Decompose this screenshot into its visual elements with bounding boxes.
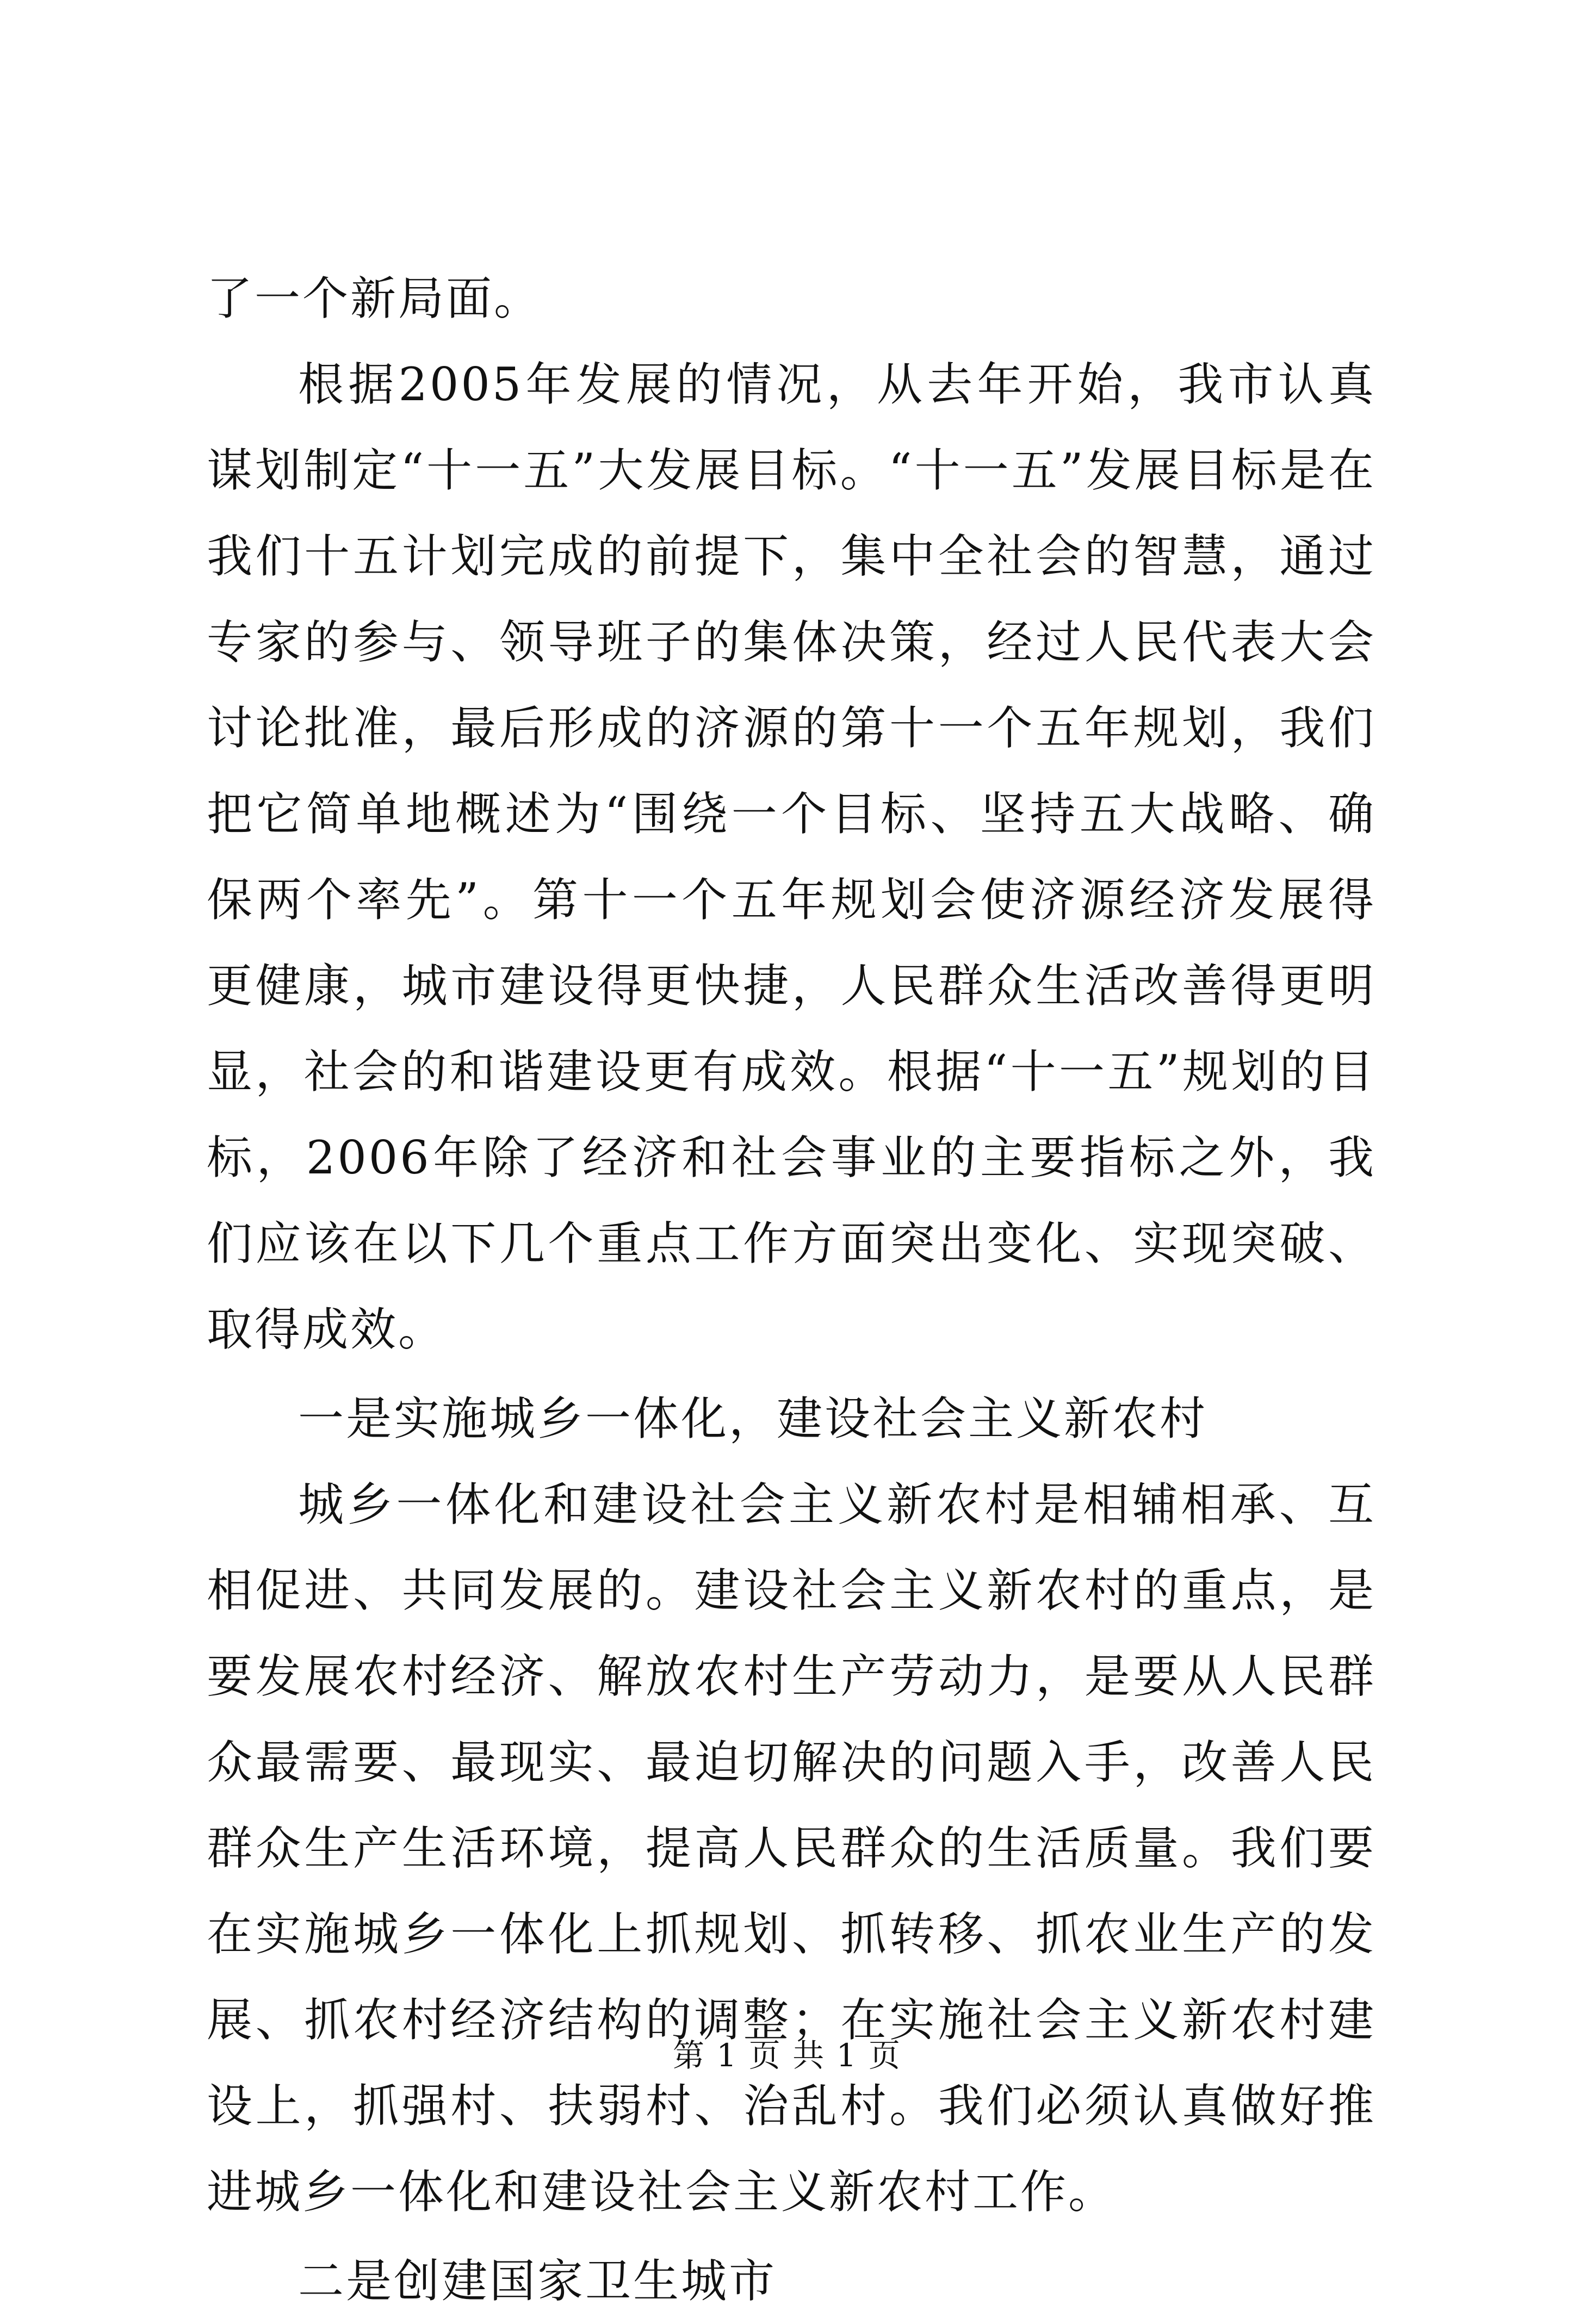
paragraph-development-goals: 根据2005年发展的情况，从去年开始，我市认真谋划制定“十一五”大发展目标。“十一五”发展目标是在我们十五计划完成的前提下，集中全社会的智慧，通过专家的参与、领导班子的集体决策，经过人民代表大会讨论批准，最后形成的济源的第十一个五年规划，我们把它简单地概述为“围绕一个目标、坚持五大战略、确保两个率先”。第十一个五年规划会使济源经济发展得更健康，城市建设得更快捷，人民群众生活改善得更明显，社会的和谐建设更有成效。根据“十一五”规划的目标，2006年除了经济和社会事业的主要指标之外，我们应该在以下几个重点工作方面突出变化、实现突破、取得成效。	[207, 358, 1376, 1356]
section-heading-new-countryside: 一是实施城乡一体化，建设社会主义新农村	[298, 1392, 1208, 1445]
paragraph-urban-rural-integration: 城乡一体化和建设社会主义新农村是相辅相承、互相促进、共同发展的。建设社会主义新农村的重点，是要发展农村经济、解放农村生产劳动力，是要从人民群众最需要、最现实、最迫切解决的问题入手，改善人民群众生产生活环境，提高人民群众的生活质量。我们要在实施城乡一体化上抓规划、抓转移、抓农业生产的发展、抓农村经济结构的调整；在实施社会主义新农村建设上，抓强村、扶弱村、治乱村。我们必须认真做好推进城乡一体化和建设社会主义新农村工作。	[207, 1478, 1376, 2219]
paragraph-continuation: 了一个新局面。	[207, 272, 542, 325]
document-body	[207, 256, 1376, 2324]
page-footer: 第 1 页 共 1 页	[673, 2037, 901, 2074]
section-heading-sanitary-city: 二是创建国家卫生城市	[298, 2254, 777, 2308]
